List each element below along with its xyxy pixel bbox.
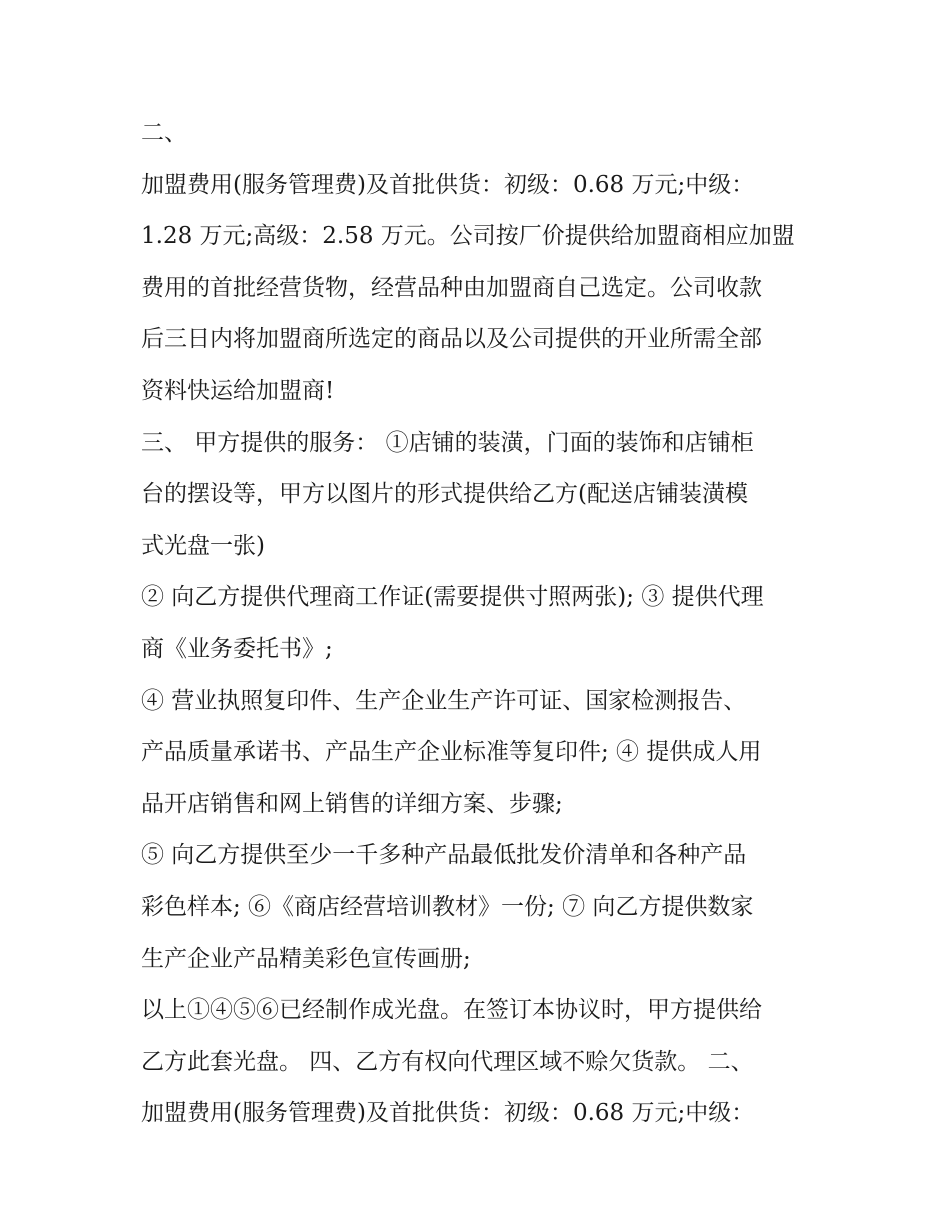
text-line: 三、 甲方提供的服务： ①店铺的装潢，门面的装饰和店铺柜 xyxy=(141,429,754,456)
text-line: 1.28 万元;高级：2.58 万元。公司按厂价提供给加盟商相应加盟 xyxy=(141,223,795,250)
text-line: 品开店销售和网上销售的详细方案、步骤; xyxy=(141,790,563,817)
text-line: ④ 营业执照复印件、生产企业生产许可证、国家检测报告、 xyxy=(141,687,747,714)
document-body xyxy=(141,108,821,1140)
text-line: ② 向乙方提供代理商工作证(需要提供寸照两张); ③ 提供代理 xyxy=(141,584,764,611)
text-line: 生产企业产品精美彩色宣传画册; xyxy=(141,945,471,972)
text-line: ⑤ 向乙方提供至少一千多种产品最低批发价清单和各种产品 xyxy=(141,842,747,869)
text-line: 后三日内将加盟商所选定的商品以及公司提供的开业所需全部 xyxy=(141,326,762,353)
text-line: 式光盘一张) xyxy=(141,532,265,559)
text-line: 加盟费用(服务管理费)及首批供货：初级：0.68 万元;中级： xyxy=(141,1100,755,1127)
text-line: 台的摆设等，甲方以图片的形式提供给乙方(配送店铺装潢模 xyxy=(141,481,748,508)
text-line: 产品质量承诺书、产品生产企业标准等复印件; ④ 提供成人用 xyxy=(141,739,762,766)
text-line: 乙方此套光盘。 四、乙方有权向代理区域不赊欠货款。 二、 xyxy=(141,1048,754,1075)
text-line: 彩色样本; ⑥《商店经营培训教材》一份; ⑦ 向乙方提供数家 xyxy=(141,893,754,920)
text-line: 费用的首批经营货物，经营品种由加盟商自己选定。公司收款 xyxy=(141,274,762,301)
text-line: 商《业务委托书》; xyxy=(141,635,333,662)
text-line: 以上①④⑤⑥已经制作成光盘。在签订本协议时，甲方提供给 xyxy=(141,997,762,1024)
text-line: 资料快运给加盟商! xyxy=(141,377,335,404)
text-line: 加盟费用(服务管理费)及首批供货：初级：0.68 万元;中级： xyxy=(141,171,755,198)
text-line: 二、 xyxy=(141,120,187,146)
